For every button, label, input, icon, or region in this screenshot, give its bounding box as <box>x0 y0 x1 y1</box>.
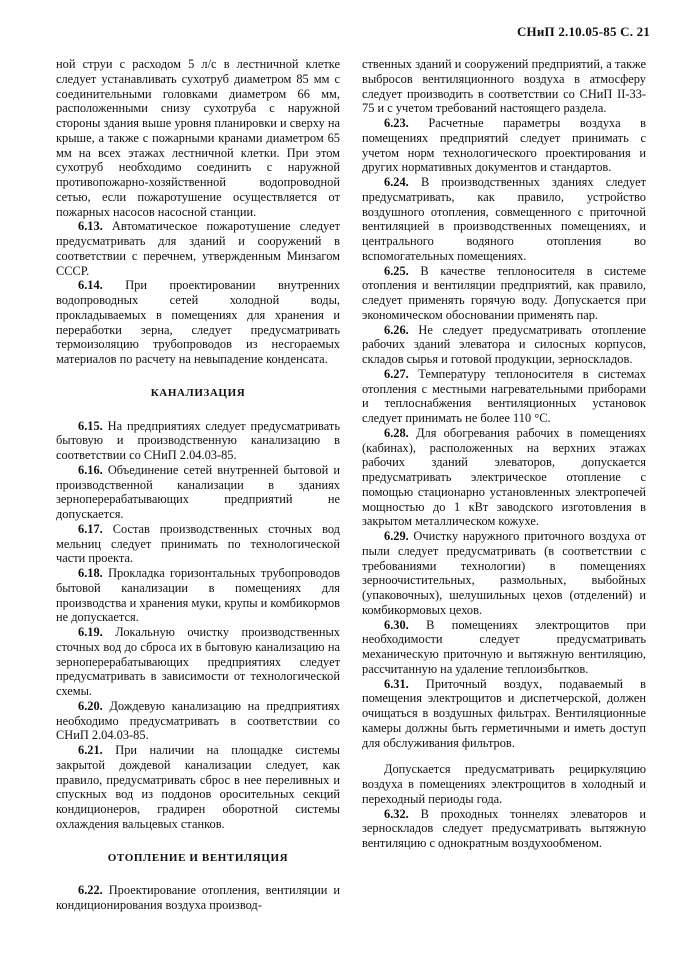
paragraph-6-26 <box>362 323 646 367</box>
clause-number: 6.14. <box>78 278 103 293</box>
clause-text: Прокладка горизонтальных трубопроводов бытовой канализации в помещениях для производства и хранения муки, крупы и комбикормов не допускается. <box>56 566 340 625</box>
clause-number: 6.13. <box>78 219 103 234</box>
clause-text: Для обогревания рабочих в помещениях (кабинах), расположенных на верхних этажах рабочих зданий элеваторов, допускается предусматривать электрическое отопление с помощью стационарно установленных электропечей мощностью до 1 кВт заводского изготовления в закрытом металлическом кожухе. <box>362 425 646 529</box>
left-column <box>56 57 340 913</box>
clause-number: 6.29. <box>384 529 409 543</box>
continuation-text: ной струи с расходом 5 л/с в лестничной клетке следует устанавливать сухотруб диаметром 85 мм с соединительными головками диаметром 66 мм, расположенными снизу сухотруба с наружной стороны здания выше уровня планировки и сверху на крыше, а также с пожарными кранами диаметром 65 мм на всех этажах лестничной клетки. При этом сухотруб необходимо соединить с наружной противопожарно-хозяйственной водопроводной сетью, если пожаротушение осуществляется от пожарных насосов насосной станции. <box>56 57 340 219</box>
note-paragraph: Допускается предусматривать рециркуляцию воздуха в помещениях электрощитов в холодный и переходный периоды года. <box>362 762 646 806</box>
paragraph-6-18 <box>56 566 340 625</box>
clause-number: 6.17. <box>78 521 103 536</box>
clause-text: Локальную очистку производственных сточных вод до сброса их в бытовую канализацию на зерноперерабатывающих предприятиях следует предусматривать в зависимости от технологической схемы. <box>56 625 340 698</box>
clause-text: На предприятиях следует предусматривать бытовую и производственную канализацию в соответствии со СНиП 2.04.03-85. <box>56 418 340 462</box>
paragraph-6-25 <box>362 264 646 323</box>
clause-text: Состав производственных сточных вод мельниц следует принимать по технологической части проекта. <box>56 521 340 566</box>
clause-number: 6.21. <box>78 743 103 757</box>
paragraph-6-15 <box>56 419 340 463</box>
page-header: СНиП 2.10.05-85 С. 21 <box>516 24 650 39</box>
section-heading-sewerage: КАНАЛИЗАЦИЯ <box>150 386 246 399</box>
paragraph-6-23 <box>362 116 646 175</box>
paragraph-6-22 <box>56 883 340 913</box>
paragraph-6-16 <box>56 463 340 522</box>
paragraph-6-13 <box>56 219 340 278</box>
clause-number: 6.16. <box>78 462 103 477</box>
clause-text: Очистку наружного приточного воздуха от пыли следует предусматривать (в соответствии с требованиями технологии) в помещениях зерноочистительных, размольных, выбойных (упаковочных), шелушильных цехов (отделений) и комбикормовых цехов. <box>362 529 646 617</box>
clause-text: Дождевую канализацию на предприятиях необходимо предусматривать в соответствии со СНиП 2.04.03-85. <box>56 698 340 743</box>
clause-text: В качестве теплоносителя в системе отопления и вентиляции предприятий, как правило, следует применять горячую воду. Допускается при экономическом обосновании применять пар. <box>362 263 646 322</box>
paragraph-6-27 <box>362 367 646 426</box>
clause-text: Расчетные параметры воздуха в помещениях предприятий следует принимать с учетом норм технологического проектирования и других нормативных документов и стандартов. <box>362 116 646 175</box>
clause-number: 6.24. <box>384 175 409 189</box>
paragraph-6-20 <box>56 699 340 743</box>
paragraph-6-30 <box>362 618 646 677</box>
clause-number: 6.18. <box>78 566 103 580</box>
clause-number: 6.20. <box>78 698 103 713</box>
clause-text: Приточный воздух, подаваемый в помещения электрощитов и диспетчерской, должен очищаться в воздушных фильтрах. Вентиляционные камеры должны быть герметичными и иметь доступ для обслуживания фильтров. <box>362 676 646 750</box>
paragraph-6-17 <box>56 522 340 566</box>
clause-number: 6.27. <box>384 366 409 381</box>
clause-text: Не следует предусматривать отопление рабочих зданий элеватора и силосных корпусов, складов сырья и готовой продукции, зерноскладов. <box>362 322 646 366</box>
clause-number: 6.15. <box>78 418 103 433</box>
clause-number: 6.30. <box>384 617 409 632</box>
paragraph-6-31 <box>362 677 646 751</box>
paragraph-6-19 <box>56 625 340 699</box>
clause-number: 6.26. <box>384 322 409 337</box>
clause-text: Проектирование отопления, вентиляции и кондиционирования воздуха производ- <box>56 883 340 912</box>
clause-number: 6.19. <box>78 625 103 639</box>
clause-text: Автоматическое пожаротушение следует предусматривать для зданий и сооружений в соответствии с перечнем, утвержденным Минзагом СССР. <box>56 219 340 278</box>
paragraph-6-21 <box>56 743 340 832</box>
continuation-text: ственных зданий и сооружений предприятий, а также выбросов вентиляционного воздуха в атмосферу следует производить в соответствии со СНиП II-33-75 и с учетом требований настоящего раздела. <box>362 57 646 116</box>
clause-text: В производственных зданиях следует предусматривать, как правило, устройство воздушного отопления, совмещенного с приточной вентиляцией в производственных помещениях, и центрального водяного отопления во вспомогательных помещениях. <box>362 175 646 263</box>
clause-number: 6.28. <box>384 425 409 440</box>
clause-number: 6.31. <box>384 676 409 691</box>
right-column <box>362 57 646 851</box>
clause-text: Температуру теплоносителя в системах отопления с местными нагревательными приборами и теплоснабжения вентиляционных установок следует принимать не более 110 °С. <box>362 366 646 425</box>
paragraph-6-24 <box>362 175 646 264</box>
paragraph-6-32 <box>362 807 646 851</box>
clause-text: Объединение сетей внутренней бытовой и производственной канализации в зданиях зерноперерабатывающих предприятий не допускается. <box>56 462 340 521</box>
clause-text: При наличии на площадке системы закрытой дождевой канализации следует, как правило, предусматривать сброс в нее переливных и спускных вод из поддонов оросительных секций кондиционеров, градирен оборотной системы охлаждения вальцевых станков. <box>56 743 340 831</box>
clause-number: 6.25. <box>384 263 409 278</box>
section-heading-heating: ОТОПЛЕНИЕ И ВЕНТИЛЯЦИЯ <box>107 851 289 864</box>
clause-text: При проектировании внутренних водопроводных сетей холодной воды, прокладываемых в помещениях для хранения и переработки зерна, следует предусматривать термоизоляцию трубопроводов из несгораемых материалов по расчету на невыпадение конденсата. <box>56 278 340 366</box>
paragraph-6-29 <box>362 529 646 618</box>
clause-text: В помещениях электрощитов при необходимости следует предусматривать механическую приточную и вытяжную вентиляцию, рассчитанную на удаление теплоизбытков. <box>362 617 646 676</box>
clause-text: В проходных тоннелях элеваторов и зерноскладов следует предусматривать вытяжную вентиляцию с однократным воздухообменом. <box>362 806 646 850</box>
paragraph-6-14 <box>56 278 340 367</box>
clause-number: 6.22. <box>78 883 103 898</box>
clause-number: 6.32. <box>384 806 409 821</box>
paragraph-6-28 <box>362 426 646 529</box>
clause-number: 6.23. <box>384 116 409 130</box>
